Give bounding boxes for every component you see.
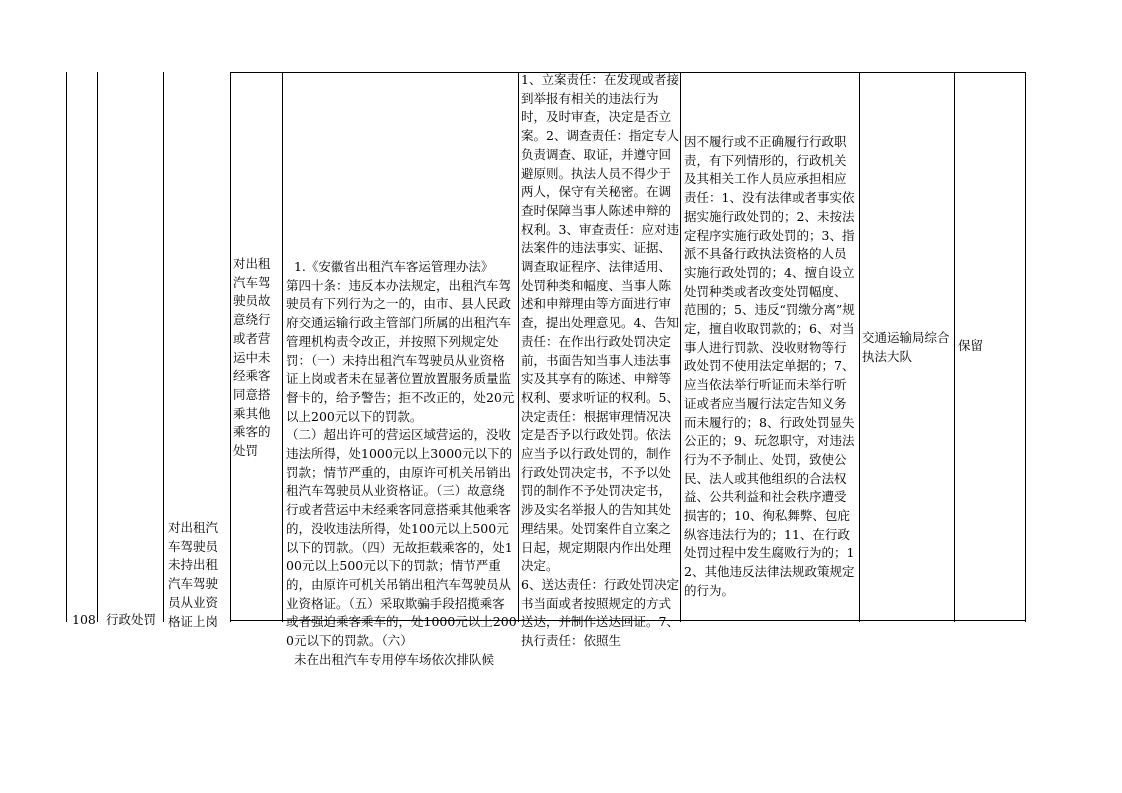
legal-basis-line-2: 第四十条：违反本办法规定，出租汽车驾驶员有下列行为之一的，由市、县人民政府交通运输行政主管部门所属的出租汽车管理机构责令改正，并按照下列规定处罚：（一）未持出租汽车驾驶员从业资格证上岗或者未在显著位置放置服务质量监督卡的，给予警告；拒不改正的，处20元以上200元以下的罚款。 (286, 277, 515, 424)
item-name-text: 对出租汽车驾驶员未持出租汽车驾驶员从业资格证上岗 (168, 520, 219, 629)
category-text: 行政处罚 (106, 612, 157, 627)
accountability-text: 因不履行或不正确履行行政职责，有下列情形的，行政机关及其相关工作人员应承担相应责任：1、没有法律或者事实依据实施行政处罚的；2、未按法定程序实施行政处罚的；3、指派不具备行政执法资格的人员实施行政处罚的；4、擅自设立处罚种类或者改变处罚幅度、范围的；5、违反“罚缴分离”规定，擅自收取罚款的；6、对当事人进行罚款、没收财物等行政处罚不使用法定单据的；7、应当依法举行听证而未举行听证或者应当履行法定告知义务而未履行的；8、行政处罚显失公正的；9、玩忽职守，对违法行为不予制止、处罚，致使公民、法人或其他组织的合法权益、公共利益和社会秩序遭受损害的；10、徇私舞弊、包庇纵容违法行为的；11、在行政处罚过程中发生腐败行为的；12、其他违反法律法规政策规定的行为。 (684, 134, 855, 598)
column-divider (230, 72, 231, 622)
column-divider (518, 72, 519, 622)
responsibility-cell (521, 71, 679, 649)
remark-text: 保留 (958, 338, 984, 353)
item-name-cell (168, 519, 228, 629)
column-divider (163, 72, 164, 622)
responsibility-text: 1、立案责任：在发现或者接到举报有相关的违法行为时，及时审查，决定是否立案。2、调查责任：指定专人负责调查、取证，并遵守回避原则。执法人员不得少于两人，保守有关秘密。在调查时保障当事人陈述申辩的权利。3、审查责任：应对违法案件的违法事实、证据、调查取证程序、法律适用、处罚种类和幅度、当事人陈述和申辩理由等方面进行审查，提出处理意见。4、告知责任：在作出行政处罚决定前，书面告知当事人违法事实及其享有的陈述、申辩等权利、要求听证的权利。5、决定责任：根据审理情况决定是否予以行政处罚。依法应当予以行政处罚的，制作行政处罚决定书，不予以处罚的制作不予处罚决定书，涉及实名举报人的告知其处理结果。处罚案件自立案之日起，规定期限内作出处理决定。 6、送达责任：行政处罚决定书当面或者按照规定的方式送达，并制作送达回证。7、执行责任：依照生 (521, 72, 679, 649)
column-divider (282, 72, 283, 622)
accountability-cell (684, 133, 857, 598)
column-divider (954, 72, 955, 622)
column-divider (680, 72, 681, 622)
sub-item-text: 对出租汽车驾驶员故意绕行或者营运中未经乘客同意搭乘其他乘客的处罚 (233, 256, 271, 459)
column-divider (97, 72, 98, 622)
table-border-right (1025, 72, 1026, 622)
legal-basis-cell (286, 258, 517, 667)
legal-basis-line-4: 未在出租汽车专用停车场依次排队候 (286, 651, 494, 667)
category-clip (99, 600, 163, 627)
department-cell (862, 329, 953, 369)
table-border-left (66, 72, 67, 622)
legal-basis-line-1: 1.《安徽省出租汽车客运管理办法》 (286, 259, 494, 274)
seq-number-clip (68, 600, 97, 627)
sub-item-cell (233, 255, 281, 459)
department-text: 交通运输局综合执法大队 (862, 330, 950, 364)
legal-basis-line-3: （二）超出许可的营运区域营运的，没收违法所得，处1000元以上3000元以下的罚款；情节严重的，由原许可机关吊销出租汽车驾驶员从业资格证。（三）故意绕行或者营运中未经乘客同意搭乘其他乘客的，没收违法所得，处100元以上500元以下的罚款。（四）无故拒载乘客的，处100元以上500元以下的罚款；情节严重的，由原许可机关吊销出租汽车驾驶员从业资格证。（五）采取欺骗手段招揽乘客或者强迫乘客乘车的，处1000元以上2000元以下的罚款。（六） (286, 427, 517, 649)
column-divider (859, 72, 860, 622)
seq-number: 108 (72, 612, 96, 627)
remark-cell (958, 337, 1022, 359)
